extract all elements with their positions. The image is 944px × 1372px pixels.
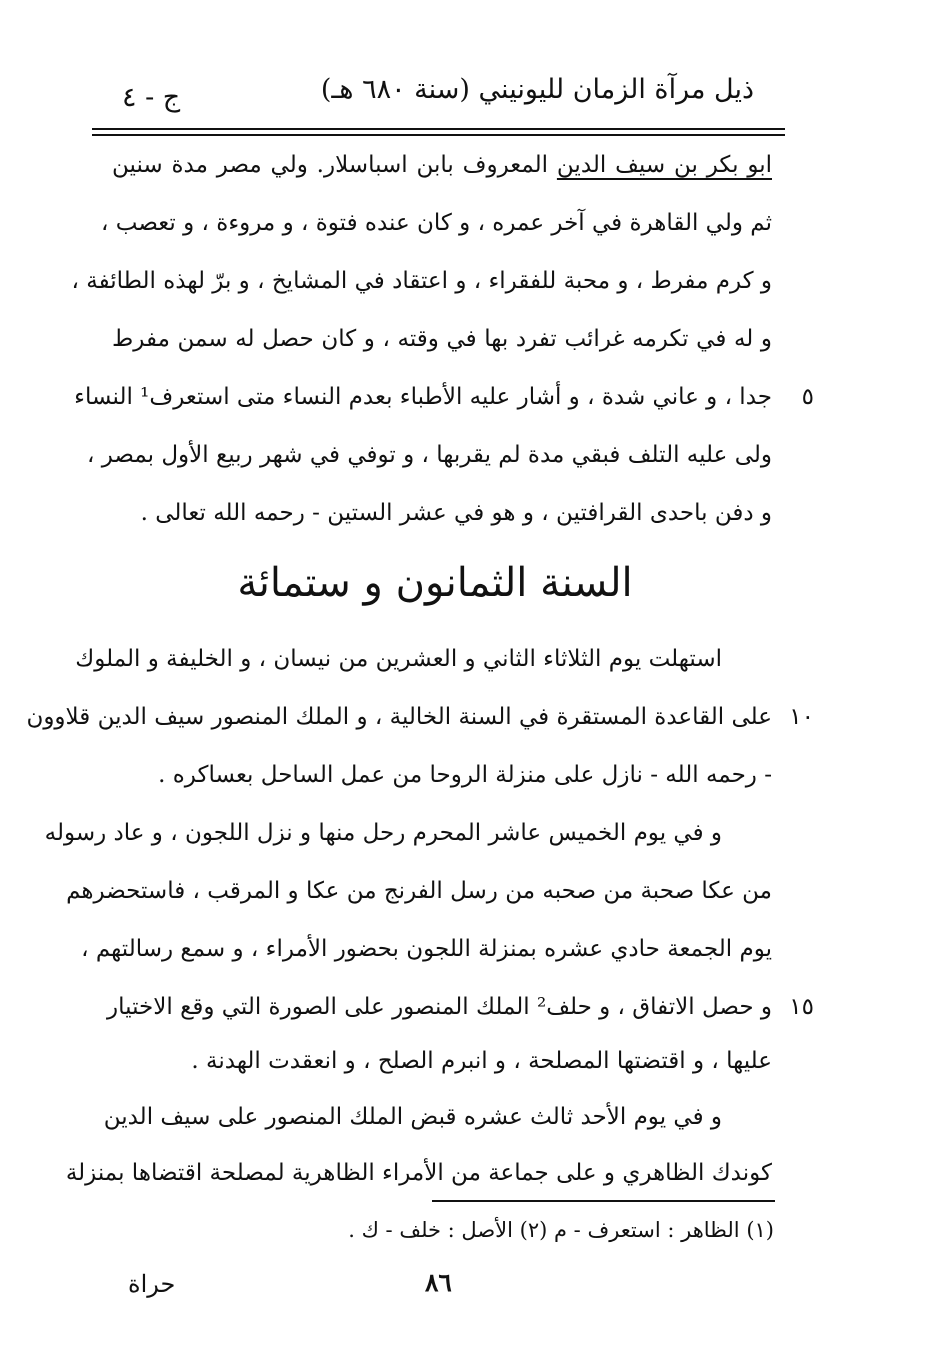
underlined-name: ابو بكر بن سيف الدين	[556, 152, 772, 178]
text-line: من عكا صحبة من صحبه من رسل الفرنج من عكا و المرقب ، فاستحضرهم	[66, 878, 772, 904]
text-line: على القاعدة المستقرة في السنة الخالية ، و الملك المنصور سيف الدين قلاوون	[26, 704, 772, 730]
text-line: استهلت يوم الثلاثاء الثاني و العشرين من نيسان ، و الخليفة و الملوك	[75, 646, 722, 672]
text-line: يوم الجمعة حادي عشره بمنزلة اللجون بحضور الأمراء ، و سمع رسالتهم ،	[81, 936, 772, 962]
text-line: ثم ولي القاهرة في آخر عمره ، و كان عنده فتوة ، و مروءة ، و تعصب ،	[101, 210, 772, 236]
header-rule-double	[92, 134, 785, 136]
footnote-rule	[432, 1200, 775, 1202]
line-number: ١٥	[789, 994, 814, 1020]
text-line	[112, 152, 772, 178]
text-line: و في يوم الأحد ثالث عشره قبض الملك المنصور على سيف الدين	[103, 1104, 722, 1130]
running-title: ذيل مرآة الزمان لليونيني (سنة ٦٨٠ هـ)	[320, 74, 754, 105]
volume-label: ج - ٤	[122, 82, 181, 113]
header-rule	[92, 128, 785, 130]
text-line: عليها ، و اقتضتها المصلحة ، و انبرم الصلح ، و انعقدت الهدنة .	[191, 1048, 772, 1074]
section-heading: السنة الثمانون و ستمائة	[237, 560, 633, 606]
footnote: (١) الظاهر : استعرف - م (٢) الأصل : خلف - ك .	[348, 1218, 774, 1242]
text-line: جدا ، و عاني شدة ، و أشار عليه الأطباء بعدم النساء متى استعرف¹ النساء	[74, 384, 772, 410]
text-line: كوندك الظاهري و على جماعة من الأمراء الظاهرية لمصلحة اقتضاها بمنزلة	[65, 1160, 772, 1186]
printer-signature: حراة	[128, 1270, 176, 1298]
text-line: و له في تكرمه غرائب تفرد بها في وقته ، و كان حصل له سمن مفرط	[112, 326, 772, 352]
text-span: المعروف بابن اسباسلار. ولي مصر مدة سنين	[112, 152, 557, 178]
text-line: و حصل الاتفاق ، و حلف² الملك المنصور على الصورة التي وقع الاختيار	[107, 994, 772, 1020]
line-number: ٥	[801, 384, 814, 410]
page-number: ٨٦	[425, 1268, 452, 1297]
text-line: و دفن باحدى القرافتين ، و هو في عشر الستين - رحمه الله تعالى .	[140, 500, 772, 526]
text-line: ولى عليه التلف فبقي مدة لم يقربها ، و توفي في شهر ربيع الأول بمصر ،	[86, 442, 772, 468]
text-line: و كرم مفرط ، و محبة للفقراء ، و اعتقاد في المشايخ ، و برّ لهذه الطائفة ،	[71, 268, 772, 294]
text-line: - رحمه الله - نازل على منزلة الروحا من عمل الساحل بعساكره .	[158, 762, 772, 788]
text-line: و في يوم الخميس عاشر المحرم رحل منها و نزل اللجون ، و عاد رسوله	[44, 820, 722, 846]
line-number: ١٠	[789, 704, 814, 730]
